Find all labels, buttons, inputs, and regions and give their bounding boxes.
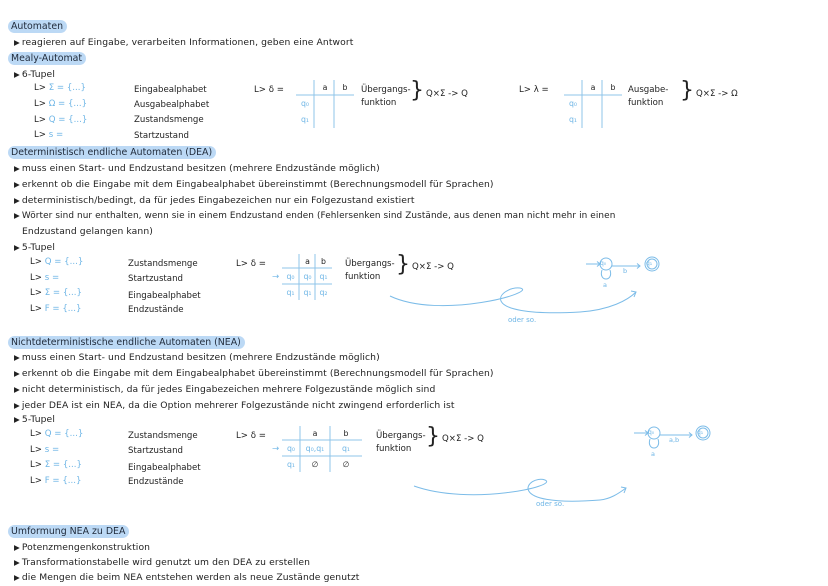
nea-delta-brace: } xyxy=(426,424,440,449)
bullet-icon: ▶ xyxy=(14,543,20,552)
dea-delta-sig: Q×Σ -> Q xyxy=(412,262,454,272)
dea-diagram-q1: q₁ xyxy=(646,260,653,267)
mealy-lambda-prefix: L> λ = xyxy=(519,85,549,95)
bullet-icon: ▶ xyxy=(14,243,20,252)
bullet-icon: ▶ xyxy=(14,180,20,189)
nea-tupel-text: 5-Tupel xyxy=(21,414,55,425)
umformung-bullet-text-2: die Mengen die beim NEA entstehen werden als neue Zustände genutzt xyxy=(21,572,360,583)
nea-delta-prefix: L> δ = xyxy=(236,431,266,441)
mealy-row-1: L> Ω = {...} xyxy=(34,99,88,109)
dea-delta-r1-c0: q₁ xyxy=(286,288,295,297)
umformung-bullet-0 xyxy=(14,543,150,552)
mealy-delta-prefix: L> δ = xyxy=(254,85,284,95)
dea-delta-h-a: a xyxy=(305,257,310,266)
nea-label-0: Zustandsmenge xyxy=(128,431,198,441)
dea-row-1: L> s = xyxy=(30,273,60,283)
bullet-icon: ▶ xyxy=(14,369,20,378)
umformung-bullet-2 xyxy=(14,573,359,582)
dea-row-0: L> Q = {...} xyxy=(30,257,84,267)
dea-label-0: Zustandsmenge xyxy=(128,259,198,269)
nea-sym-2: Σ = {...} xyxy=(44,460,82,470)
mealy-sym-1: Ω = {...} xyxy=(48,99,88,109)
dea-sym-1: s = xyxy=(44,273,60,283)
mealy-label-0: Eingabealphabet xyxy=(134,85,207,95)
mealy-sym-3: s = xyxy=(48,130,64,140)
nea-sym-0: Q = {...} xyxy=(44,429,84,439)
nea-row-3: L> F = {...} xyxy=(30,476,82,486)
dea-row-2: L> Σ = {...} xyxy=(30,288,82,298)
mealy-lambda-desc-1: funktion xyxy=(628,98,664,108)
heading-mealy-text: Mealy-Automat xyxy=(8,52,86,65)
umformung-bullet-text-1: Transformationstabelle wird genutzt um den DEA zu erstellen xyxy=(21,557,311,568)
bullet-icon: ▶ xyxy=(14,353,20,362)
bullet-icon: ▶ xyxy=(14,415,20,424)
heading-automaten-text: Automaten xyxy=(8,20,67,33)
dea-bullet-text-2: deterministisch/bedingt, da für jedes Eingabezeichen nur ein Folgezustand existiert xyxy=(21,195,415,206)
nea-delta-r0-c0: q₀ xyxy=(286,444,296,453)
dea-bullet-text-4: Endzustand gelangen kann) xyxy=(22,226,153,237)
dea-label-3: Endzustände xyxy=(128,305,184,315)
nea-label-2: Eingabealphabet xyxy=(128,463,201,473)
nea-bullet-text-1: erkennt ob die Eingabe mit dem Eingabealphabet übereinstimmt (Berechnungsmodell für Sprachen) xyxy=(21,368,494,379)
mealy-lambda-desc-0: Ausgabe- xyxy=(628,85,669,95)
nea-row-2: L> Σ = {...} xyxy=(30,460,82,470)
mealy-label-2: Zustandsmenge xyxy=(134,115,204,125)
nea-delta-r0-c1: q₀,q₁ xyxy=(305,444,325,453)
bullet-icon: ▶ xyxy=(14,558,20,567)
umformung-bullet-1 xyxy=(14,558,310,567)
nea-diagram-label-ab: a,b xyxy=(669,436,680,444)
mealy-sym-2: Q = {...} xyxy=(48,115,88,125)
dea-delta-r0-c0: q₀ xyxy=(286,272,295,281)
mealy-delta-h-a: a xyxy=(322,83,328,92)
nea-diagram-q1: q₁ xyxy=(697,429,704,436)
nea-label-1: Startzustand xyxy=(128,446,183,456)
nea-delta-r1-c0: q₁ xyxy=(286,460,296,469)
dea-diagram-label-b: b xyxy=(623,267,628,275)
dea-delta-r0-c1: q₀ xyxy=(303,272,312,281)
nea-delta-r0-c2: q₁ xyxy=(341,444,351,453)
dea-bullet-text-1: erkennt ob die Eingabe mit dem Eingabealphabet übereinstimmt (Berechnungsmodell für Sprachen) xyxy=(21,179,494,190)
dea-sym-3: F = {...} xyxy=(44,304,82,314)
mealy-lambda-r-q0: q₀ xyxy=(568,99,578,108)
nea-delta-r1-c2: ∅ xyxy=(342,460,350,469)
nea-bullet-text-0: muss einen Start- und Endzustand besitzen (mehrere Endzustände möglich) xyxy=(21,352,380,363)
nea-sym-3: F = {...} xyxy=(44,476,82,486)
mealy-delta-desc-0: Übergangs- xyxy=(361,85,411,95)
mealy-lambda-h-a: a xyxy=(590,83,596,92)
mealy-delta-desc-1: funktion xyxy=(361,98,397,108)
bullet-icon: ▶ xyxy=(14,401,20,410)
mealy-delta-sig: Q×Σ -> Q xyxy=(426,89,468,99)
bullet-icon: ▶ xyxy=(14,196,20,205)
dea-delta-desc-1: funktion xyxy=(345,272,381,282)
dea-delta-r1-c2: q₂ xyxy=(319,288,328,297)
nea-delta-r1-c1: ∅ xyxy=(311,460,319,469)
dea-delta-r0-c2: q₁ xyxy=(319,272,328,281)
mealy-delta-r-q1: q₁ xyxy=(300,115,310,124)
mealy-lambda-brace: } xyxy=(680,78,694,103)
bullet-icon: ▶ xyxy=(14,211,20,220)
dea-delta-start-arrow: → xyxy=(272,272,280,282)
dea-bullet-text-0: muss einen Start- und Endzustand besitzen (mehrere Endzustände möglich) xyxy=(21,163,380,174)
dea-oder-so: oder so. xyxy=(508,316,537,324)
nea-oder-so: oder so. xyxy=(536,500,565,508)
intro-text: reagieren auf Eingabe, verarbeiten Informationen, geben eine Antwort xyxy=(21,37,354,48)
mealy-delta-r-q0: q₀ xyxy=(300,99,310,108)
mealy-delta-brace: } xyxy=(410,78,424,103)
mealy-label-1: Ausgabealphabet xyxy=(134,100,210,110)
nea-diagram-q0: q₀ xyxy=(648,429,655,436)
heading-umformung-text: Umformung NEA zu DEA xyxy=(8,525,129,538)
bullet-icon: ▶ xyxy=(14,164,20,173)
nea-sym-1: s = xyxy=(44,445,60,455)
nea-row-0: L> Q = {...} xyxy=(30,429,84,439)
dea-delta-brace: } xyxy=(396,252,410,277)
dea-delta-h-b: b xyxy=(321,257,326,266)
dea-sym-0: Q = {...} xyxy=(44,257,84,267)
dea-delta-r1-c1: q₁ xyxy=(303,288,312,297)
nea-delta-sig: Q×Σ -> Q xyxy=(442,434,484,444)
mealy-tupel-text: 6-Tupel xyxy=(21,69,55,80)
mealy-row-3: L> s = xyxy=(34,130,64,140)
dea-diagram-label-a: a xyxy=(603,281,607,289)
bullet-icon: ▶ xyxy=(14,573,20,582)
dea-bullet-text-3: Wörter sind nur enthalten, wenn sie in einem Endzustand enden (Fehlersenken sind Zustände, aus denen man nicht mehr in einen xyxy=(21,211,616,221)
dea-label-2: Eingabealphabet xyxy=(128,291,201,301)
dea-sym-2: Σ = {...} xyxy=(44,288,82,298)
heading-nea-text: Nichtdeterministische endliche Automaten (NEA) xyxy=(8,336,245,349)
nea-bullet-text-3: jeder DEA ist ein NEA, da die Option mehrerer Folgezustände nicht zwingend erforderlich ist xyxy=(21,400,455,411)
umformung-bullet-text-0: Potenzmengenkonstruktion xyxy=(21,542,151,553)
mealy-lambda-h-b: b xyxy=(610,83,616,92)
nea-diagram-label-a: a xyxy=(651,450,655,458)
bullet-icon: ▶ xyxy=(14,70,20,79)
mealy-delta-h-b: b xyxy=(342,83,348,92)
dea-diagram-q0: q₀ xyxy=(600,260,607,267)
heading-umformung xyxy=(8,527,129,536)
nea-delta-start-arrow: → xyxy=(272,444,280,454)
mealy-row-2: L> Q = {...} xyxy=(34,115,88,125)
nea-row-1: L> s = xyxy=(30,445,60,455)
mealy-row-0: L> Σ = {...} xyxy=(34,83,86,93)
mealy-lambda-r-q1: q₁ xyxy=(568,115,578,124)
dea-delta-prefix: L> δ = xyxy=(236,259,266,269)
dea-tupel-text: 5-Tupel xyxy=(21,242,55,253)
dea-delta-desc-0: Übergangs- xyxy=(345,259,395,269)
nea-delta-h-b: b xyxy=(343,429,349,438)
mealy-sym-0: Σ = {...} xyxy=(48,83,86,93)
nea-bullet-text-2: nicht deterministisch, da für jedes Eingabezeichen mehrere Folgezustände möglich sind xyxy=(21,384,436,395)
bullet-icon: ▶ xyxy=(14,38,20,47)
nea-label-3: Endzustände xyxy=(128,477,184,487)
mealy-lambda-sig: Q×Σ -> Ω xyxy=(696,89,738,99)
dea-label-1: Startzustand xyxy=(128,274,183,284)
bullet-icon: ▶ xyxy=(14,385,20,394)
heading-dea-text: Deterministisch endliche Automaten (DEA) xyxy=(8,146,216,159)
mealy-label-3: Startzustand xyxy=(134,131,189,141)
nea-delta-desc-1: funktion xyxy=(376,444,412,454)
nea-delta-desc-0: Übergangs- xyxy=(376,431,426,441)
nea-delta-h-a: a xyxy=(312,429,318,438)
dea-row-3: L> F = {...} xyxy=(30,304,82,314)
